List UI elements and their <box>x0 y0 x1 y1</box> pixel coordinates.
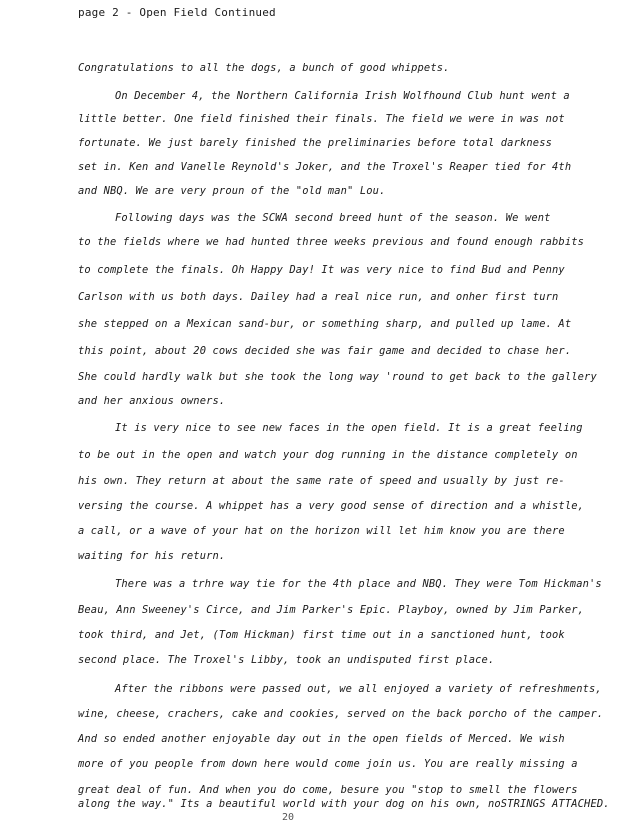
text-line: and her anxious owners. <box>78 395 226 407</box>
text-line: she stepped on a Mexican sand-bur, or something sharp, and pulled up lame. At <box>78 318 572 330</box>
text-line: second place. The Troxel's Libby, took an undisputed first place. <box>78 654 495 666</box>
text-line: She could hardly walk but she took the long way 'round to get back to the gallery <box>78 371 597 383</box>
text-line: along the way." Its a beautiful world with your dog on his own, noSTRINGS ATTACHED. <box>78 798 610 810</box>
text-line: to be out in the open and watch your dog running in the distance completely on <box>78 449 578 461</box>
text-line: this point, about 20 cows decided she was fair game and decided to chase her. <box>78 345 572 357</box>
text-line: On December 4, the Northern California Irish Wolfhound Club hunt went a <box>115 90 570 102</box>
text-line: Following days was the SCWA second breed hunt of the season. We went <box>115 212 551 224</box>
text-line: Carlson with us both days. Dailey had a real nice run, and onher first turn <box>78 291 559 303</box>
text-line: There was a trhre way tie for the 4th place and NBQ. They were Tom Hickman's <box>115 578 602 590</box>
text-line: It is very nice to see new faces in the open field. It is a great feeling <box>115 422 583 434</box>
text-line: wine, cheese, crachers, cake and cookies, served on the back porcho of the camper. <box>78 708 604 720</box>
text-line: and NBQ. We are very proun of the "old man" Lou. <box>78 185 386 197</box>
text-line: his own. They return at about the same rate of speed and usually by just re- <box>78 475 565 487</box>
text-line: took third, and Jet, (Tom Hickman) first time out in a sanctioned hunt, took <box>78 629 565 641</box>
text-line: waiting for his return. <box>78 550 226 562</box>
text-line: more of you people from down here would come join us. You are really missing a <box>78 758 578 770</box>
text-line: set in. Ken and Vanelle Reynold's Joker, and the Troxel's Reaper tied for 4th <box>78 161 572 173</box>
text-line: great deal of fun. And when you do come, besure you "stop to smell the flowers <box>78 784 578 796</box>
text-line: Congratulations to all the dogs, a bunch of good whippets. <box>78 62 450 74</box>
text-line: to the fields where we had hunted three weeks previous and found enough rabbits <box>78 236 585 248</box>
text-line: fortunate. We just barely finished the preliminaries before total darkness <box>78 137 553 149</box>
page-number: 20 <box>282 812 295 823</box>
text-line: Beau, Ann Sweeney's Circe, and Jim Parker's Epic. Playboy, owned by Jim Parker, <box>78 604 585 616</box>
text-line: a call, or a wave of your hat on the horizon will let him know you are there <box>78 525 565 537</box>
page-header: page 2 - Open Field Continued <box>78 6 276 19</box>
text-line: After the ribbons were passed out, we all enjoyed a variety of refreshments, <box>115 683 602 695</box>
text-line: versing the course. A whippet has a very good sense of direction and a whistle, <box>78 500 585 512</box>
text-line: little better. One field finished their finals. The field we were in was not <box>78 113 565 125</box>
text-line: And so ended another enjoyable day out in the open fields of Merced. We wish <box>78 733 565 745</box>
text-line: to complete the finals. Oh Happy Day! It was very nice to find Bud and Penny <box>78 264 565 276</box>
